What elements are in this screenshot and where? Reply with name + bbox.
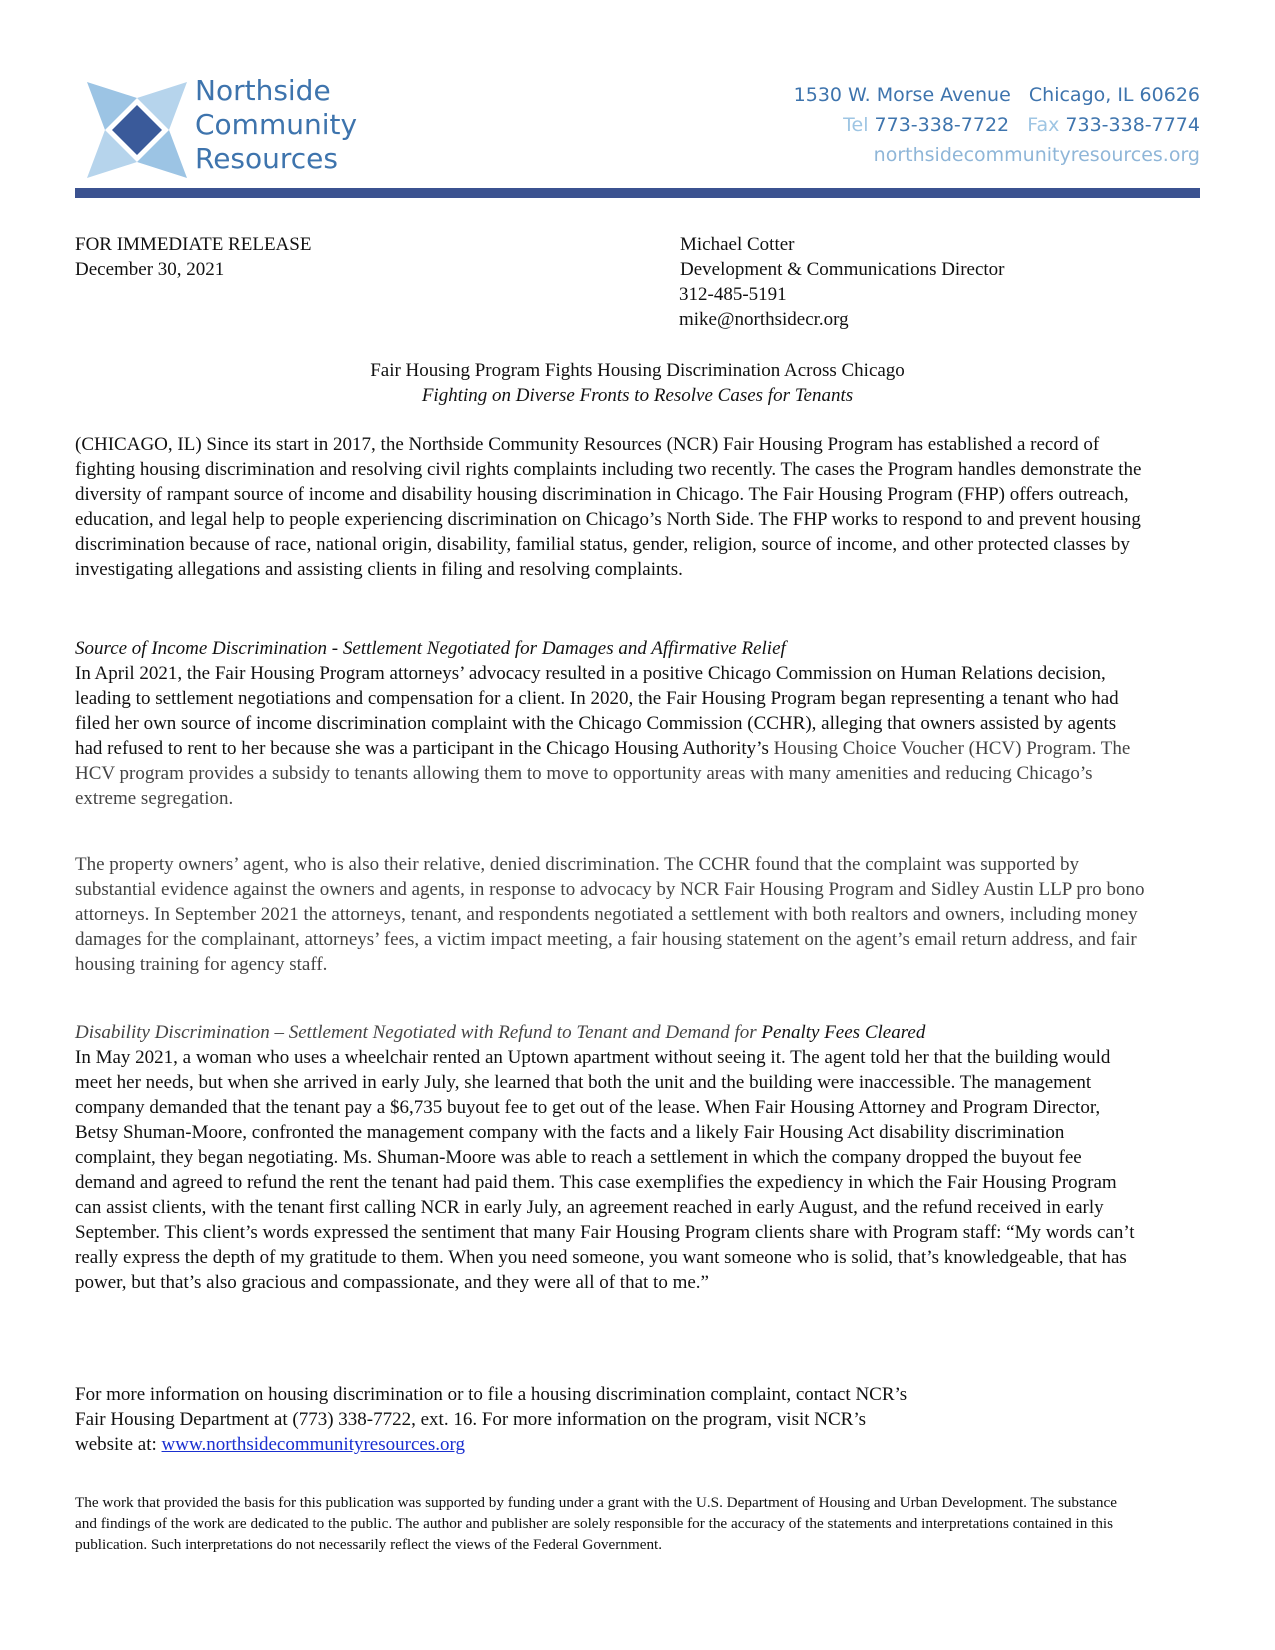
section1 xyxy=(75,636,1145,811)
org-name-line3: Resources xyxy=(195,142,338,175)
closing-line3 xyxy=(75,1432,1145,1457)
funding-disclaimer: The work that provided the basis for this publication was supported by funding under a grant with the U.S. Department of Housing and Urban Development. The substance and findings of the work are dedicated to the public. The author and publisher are solely responsible for the accuracy of the statements and interpretations contained in this publication. Such interpretations do not necessarily reflect the views of the Federal Government. xyxy=(75,1494,1117,1553)
fax-number: 733-338-7774 xyxy=(1065,114,1200,136)
section2-heading xyxy=(75,1020,1145,1045)
contact-phone: 312-485-5191 xyxy=(679,284,787,305)
section1-paragraph1-b: Housing Choice Voucher (HCV) Program. The HCV program provides a subsidy to tenants allowing them to move to opportunity areas with many amenities and reducing Chicago’s extreme segregation. xyxy=(75,738,1131,809)
org-phone-line xyxy=(794,110,1200,140)
section2-heading-b: Penalty Fees Cleared xyxy=(761,1022,926,1043)
org-address: 1530 W. Morse Avenue Chicago, IL 60626 xyxy=(793,84,1200,106)
org-contact-block xyxy=(794,80,1200,170)
intro-paragraph: (CHICAGO, IL) Since its start in 2017, the Northside Community Resources (NCR) Fair Housing Program has established a record of fighting housing discrimination and resolving civil rights complaints including two recently. The cases the Program handles demonstrate the diversity of rampant source of income and disability housing discrimination in Chicago. The Fair Housing Program (FHP) offers outreach, education, and legal help to people experiencing discrimination on Chicago’s North Side. The FHP works to respond to and prevent housing discrimination because of race, national origin, disability, familial status, gender, religion, source of income, and other protected classes by investigating allegations and assisting clients in filing and resolving complaints. xyxy=(75,434,1142,580)
tel-label: Tel xyxy=(843,114,869,136)
contact-title: Development & Communications Director xyxy=(680,259,1005,280)
letterhead xyxy=(75,60,1200,190)
tel-number: 773-338-7722 xyxy=(874,114,1010,136)
section2-heading-a: Disability Discrimination – Settlement Negotiated with Refund to Tenant and Demand for xyxy=(75,1022,757,1043)
section1-heading: Source of Income Discrimination - Settlement Negotiated for Damages and Affirmative Relief xyxy=(75,638,786,659)
closing-line2: Fair Housing Department at (773) 338-7722, ext. 16. For more information on the program, visit NCR’s xyxy=(75,1409,867,1430)
org-website[interactable]: northsidecommunityresources.org xyxy=(873,144,1200,166)
contact-email[interactable]: mike@northsidecr.org xyxy=(679,309,849,330)
section1-paragraph1 xyxy=(75,661,1145,811)
ncr-logo-icon xyxy=(87,80,187,180)
section1-paragraph2: The property owners’ agent, who is also their relative, denied discrimination. The CCHR found that the complaint was supported by substantial evidence against the owners and agents, in response to advocacy by NCR Fair Housing Program and Sidley Austin LLP pro bono attorneys. In September 2021 the attorneys, tenant, and respondents negotiated a settlement with both realtors and owners, including money damages for the complainant, attorneys’ fees, a victim impact meeting, a fair housing statement on the agent’s email return address, and fair housing training for agency staff. xyxy=(75,854,1145,975)
release-label: FOR IMMEDIATE RELEASE xyxy=(75,234,312,255)
org-name xyxy=(195,74,357,176)
section2-paragraph1: In May 2021, a woman who uses a wheelchair rented an Uptown apartment without seeing it. The agent told her that the building would meet her needs, but when she arrived in early July, she learned that both the unit and the building were inaccessible. The management company demanded that the tenant pay a $6,735 buyout fee to get out of the lease. When Fair Housing Attorney and Program Director, Betsy Shuman-Moore, confronted the management company with the facts and a likely Fair Housing Act disability discrimination complaint, they began negotiating. Ms. Shuman-Moore was able to reach a settlement in which the company dropped the buyout fee demand and agreed to refund the rent the tenant had paid them. This case exemplifies the expediency in which the Fair Housing Program can assist clients, with the tenant first calling NCR in early July, an agreement reached in early August, and the refund received in early September. This client’s words expressed the sentiment that many Fair Housing Program clients share with Program staff: “My words can’t really express the depth of my gratitude to them. When you need someone, you want someone who is solid, that’s knowledgeable, that has power, but that’s also gracious and compassionate, and they were all of that to me.” xyxy=(75,1047,1135,1293)
closing-line1: For more information on housing discrimination or to file a housing discrimination complaint, contact NCR’s xyxy=(75,1384,908,1405)
website-link[interactable]: www.northsidecommunityresources.org xyxy=(161,1434,465,1455)
section2 xyxy=(75,1020,1145,1295)
contact-name: Michael Cotter xyxy=(680,234,795,255)
letterhead-rule xyxy=(75,188,1200,198)
release-info xyxy=(75,232,311,282)
headline xyxy=(75,358,1200,408)
section1-paragraph1-a: In April 2021, the Fair Housing Program attorneys’ advocacy resulted in a positive Chicago Commission on Human Relations decision, leading to settlement negotiations and compensation for a client. In 2020, the Fair Housing Program began representing a tenant who had filed her own source of income discrimination complaint with the Chicago Commission (CCHR), alleging that owners assisted by agents had refused to rent to her because she was a participant in the Chicago Housing Authority’s xyxy=(75,663,1119,759)
headline-subtitle: Fighting on Diverse Fronts to Resolve Cases for Tenants xyxy=(421,385,854,406)
release-date: December 30, 2021 xyxy=(75,259,225,280)
closing-line3-prefix: website at: xyxy=(75,1434,157,1455)
media-contact xyxy=(680,232,1005,332)
closing-paragraph xyxy=(75,1382,1145,1457)
org-name-line1: Northside xyxy=(195,74,331,107)
org-name-line2: Community xyxy=(195,108,358,141)
fax-label: Fax xyxy=(1027,114,1060,136)
headline-title: Fair Housing Program Fights Housing Discrimination Across Chicago xyxy=(370,360,905,381)
